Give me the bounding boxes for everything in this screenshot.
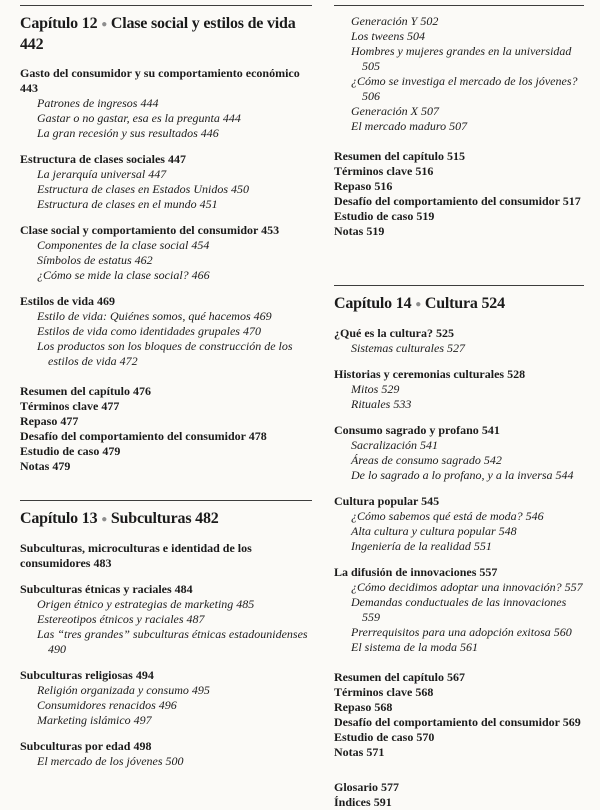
- page-number: 507: [420, 104, 439, 118]
- page-number: 557: [479, 565, 498, 579]
- page-number: 487: [186, 612, 205, 626]
- page-number: 500: [165, 754, 184, 768]
- page-number: 524: [481, 295, 505, 312]
- entry-title: Gasto del consumidor y su comportamiento económico: [20, 66, 300, 80]
- toc-subsection-entry: [334, 119, 584, 134]
- page-number: 477: [60, 414, 79, 428]
- page-number: 454: [191, 238, 210, 252]
- page-number: 469: [253, 309, 272, 323]
- toc-section-entry: [334, 367, 584, 382]
- toc-backmatter-entry: [20, 414, 312, 429]
- toc-section-entry: [334, 423, 584, 438]
- toc-backmatter-entry: [334, 670, 584, 685]
- page-number: 541: [481, 423, 500, 437]
- entry-title: Generación X: [351, 104, 418, 118]
- toc-subsection-entry: [334, 625, 584, 640]
- page-number: 568: [374, 700, 393, 714]
- entry-title: Desafío del comportamiento del consumidor: [334, 194, 560, 208]
- entry-title: Resumen del capítulo: [334, 670, 445, 684]
- page-number: 470: [242, 324, 261, 338]
- toc-subsection-entry: [20, 167, 312, 182]
- entry-title: Repaso: [334, 700, 372, 714]
- toc-backmatter-entry: [20, 384, 312, 399]
- entry-title: De lo sagrado a lo profano, y a la inversa: [351, 468, 553, 482]
- toc-subsection-entry: [334, 640, 584, 655]
- entry-title: Marketing islámico: [37, 713, 131, 727]
- page-number: 569: [562, 715, 581, 729]
- chapter-heading: [334, 294, 584, 315]
- entry-title: Cultura popular: [334, 494, 419, 508]
- entry-title: ¿Cómo decidimos adoptar una innovación?: [351, 580, 562, 594]
- toc-subsection-entry: [334, 74, 584, 104]
- page-number: 477: [101, 399, 120, 413]
- page-number: 498: [133, 739, 152, 753]
- toc-subsection-entry: [20, 96, 312, 111]
- chapter-title: Cultura: [424, 295, 478, 312]
- page-number: 494: [135, 668, 154, 682]
- entry-title: Generación Y: [351, 14, 418, 28]
- page-number: 496: [158, 698, 177, 712]
- entry-title: Estudio de caso: [334, 209, 414, 223]
- entry-title: Términos clave: [334, 164, 413, 178]
- toc-backmatter-entry: [334, 179, 584, 194]
- entry-title: La jerarquía universal: [37, 167, 146, 181]
- toc-backmatter-entry: [20, 459, 312, 474]
- entry-title: Consumidores renacidos: [37, 698, 156, 712]
- page-number: 483: [93, 556, 112, 570]
- entry-title: Origen étnico y estrategias de marketing: [37, 597, 234, 611]
- toc-subsection-entry: [20, 197, 312, 212]
- toc-subsection-entry: [334, 539, 584, 554]
- toc-section-entry: [20, 152, 312, 167]
- entry-title: Historias y ceremonias culturales: [334, 367, 505, 381]
- entry-title: Estilos de vida: [20, 294, 95, 308]
- entry-title: Estudio de caso: [334, 730, 414, 744]
- toc-subsection-entry: [20, 268, 312, 283]
- entry-title: ¿Cómo se mide la clase social?: [37, 268, 189, 282]
- page-number: 571: [366, 745, 385, 759]
- toc-section-entry: [334, 326, 584, 341]
- entry-title: Demandas conductuales de las innovaciones: [351, 595, 567, 609]
- page-number: 478: [248, 429, 267, 443]
- page-number: 490: [48, 642, 66, 656]
- entry-title: Desafío del comportamiento del consumidor: [334, 715, 560, 729]
- page-number: 479: [102, 444, 121, 458]
- chapter-label: Capítulo 12: [20, 15, 98, 32]
- toc-section-entry: [20, 668, 312, 683]
- page-number: 533: [393, 397, 412, 411]
- toc-section-entry: [20, 223, 312, 238]
- toc-subsection-entry: [20, 713, 312, 728]
- entry-title: Notas: [334, 745, 364, 759]
- page-number: 529: [381, 382, 400, 396]
- page-number: 469: [97, 294, 116, 308]
- page-number: 443: [20, 81, 38, 95]
- page-number: 546: [525, 509, 544, 523]
- page-number: 519: [416, 209, 435, 223]
- page-number: 516: [415, 164, 434, 178]
- entry-title: Subculturas, microculturas e identidad de los consumidores: [20, 541, 252, 570]
- toc-column-left: [20, 5, 312, 768]
- page-number: 444: [222, 111, 241, 125]
- vertical-gap: [334, 760, 584, 780]
- entry-title: Prerrequisitos para una adopción exitosa: [351, 625, 551, 639]
- entry-title: Los tweens: [351, 29, 405, 43]
- divider-rule: [20, 5, 312, 6]
- toc-subsection-entry: [20, 698, 312, 713]
- page-number: 442: [20, 36, 44, 53]
- page-number: 561: [460, 640, 478, 654]
- toc-subsection-entry: [334, 44, 584, 74]
- page-number: 527: [447, 341, 465, 355]
- entry-title: La gran recesión y sus resultados: [37, 126, 198, 140]
- page-number: 577: [381, 780, 399, 794]
- toc-backmatter-entry: [334, 149, 584, 164]
- toc-backmatter-entry: [334, 715, 584, 730]
- chapter-label: Capítulo 13: [20, 510, 98, 527]
- entry-title: Estructura de clases en Estados Unidos: [37, 182, 228, 196]
- vertical-gap: [334, 239, 584, 259]
- entry-title: Sistemas culturales: [351, 341, 444, 355]
- entry-title: Las “tres grandes” subculturas étnicas estadounidenses: [37, 627, 308, 641]
- toc-subsection-entry: [334, 397, 584, 412]
- entry-title: Resumen del capítulo: [20, 384, 131, 398]
- toc-backmatter-entry: [20, 429, 312, 444]
- page-number: 567: [447, 670, 466, 684]
- toc-subsection-entry: [334, 468, 584, 483]
- toc-subsection-entry: [20, 324, 312, 339]
- toc-section-entry: [20, 294, 312, 309]
- entry-title: ¿Qué es la cultura?: [334, 326, 433, 340]
- page-number: 551: [473, 539, 492, 553]
- page-number: 497: [133, 713, 152, 727]
- entry-title: Subculturas étnicas y raciales: [20, 582, 172, 596]
- entry-title: Gastar o no gastar, esa es la pregunta: [37, 111, 220, 125]
- entry-title: Consumo sagrado y profano: [334, 423, 479, 437]
- toc-section-entry: [20, 541, 312, 571]
- toc-backmatter-entry: [334, 780, 584, 795]
- page-number: 560: [553, 625, 572, 639]
- page-number: 568: [415, 685, 434, 699]
- entry-title: Resumen del capítulo: [334, 149, 445, 163]
- toc-subsection-entry: [334, 382, 584, 397]
- entry-title: Clase social y comportamiento del consumidor: [20, 223, 259, 237]
- toc-backmatter-entry: [334, 745, 584, 760]
- page-number: 541: [420, 438, 438, 452]
- toc-subsection-entry: [334, 29, 584, 44]
- entry-title: Índices: [334, 795, 371, 809]
- page-number: 516: [374, 179, 393, 193]
- entry-title: ¿Cómo se investiga el mercado de los jóvenes?: [351, 74, 578, 88]
- toc-subsection-entry: [20, 339, 312, 369]
- entry-title: Subculturas religiosas: [20, 668, 133, 682]
- toc-section-entry: [20, 66, 312, 96]
- toc-subsection-entry: [20, 597, 312, 612]
- chapter-heading: [20, 509, 312, 530]
- page-number: 559: [362, 610, 380, 624]
- page-number: 504: [407, 29, 426, 43]
- page-number: 507: [449, 119, 468, 133]
- page-number: 450: [231, 182, 249, 196]
- entry-title: Notas: [20, 459, 50, 473]
- toc-subsection-entry: [20, 111, 312, 126]
- toc-subsection-entry: [20, 182, 312, 197]
- entry-title: Sacralización: [351, 438, 417, 452]
- toc-backmatter-entry: [334, 795, 584, 810]
- entry-title: El mercado de los jóvenes: [37, 754, 163, 768]
- toc-subsection-entry: [334, 104, 584, 119]
- entry-title: Estructura de clases en el mundo: [37, 197, 197, 211]
- entry-title: Los productos son los bloques de construcción de los estilos de vida: [37, 339, 293, 368]
- page-number: 453: [261, 223, 280, 237]
- chapter-title: Subculturas: [110, 510, 192, 527]
- page-number: 515: [447, 149, 466, 163]
- toc-backmatter-entry: [20, 444, 312, 459]
- entry-title: Términos clave: [334, 685, 413, 699]
- page-number: 462: [134, 253, 153, 267]
- toc-backmatter-entry: [334, 209, 584, 224]
- entry-title: Áreas de consumo sagrado: [351, 453, 481, 467]
- entry-title: Patrones de ingresos: [37, 96, 138, 110]
- entry-title: Glosario: [334, 780, 378, 794]
- page-number: 542: [483, 453, 502, 467]
- toc-subsection-entry: [20, 238, 312, 253]
- page-number: 485: [236, 597, 255, 611]
- entry-title: La difusión de innovaciones: [334, 565, 477, 579]
- divider-rule: [334, 5, 584, 6]
- toc-section-entry: [20, 739, 312, 754]
- entry-title: Estructura de clases sociales: [20, 152, 165, 166]
- page-number: 548: [498, 524, 517, 538]
- divider-rule: [334, 285, 584, 286]
- chapter-bullet-icon: ●: [101, 19, 108, 30]
- page-number: 472: [119, 354, 138, 368]
- entry-title: Estudio de caso: [20, 444, 100, 458]
- toc-subsection-entry: [334, 509, 584, 524]
- toc-backmatter-entry: [20, 399, 312, 414]
- entry-title: Ingeniería de la realidad: [351, 539, 471, 553]
- entry-title: El sistema de la moda: [351, 640, 457, 654]
- toc-section-entry: [334, 494, 584, 509]
- page-number: 502: [420, 14, 439, 28]
- chapter-bullet-icon: ●: [415, 299, 422, 310]
- toc-subsection-entry: [334, 580, 584, 595]
- toc-subsection-entry: [334, 524, 584, 539]
- toc-subsection-entry: [334, 14, 584, 29]
- toc-subsection-entry: [20, 126, 312, 141]
- toc-backmatter-entry: [334, 700, 584, 715]
- page-number: 570: [416, 730, 435, 744]
- entry-title: Religión organizada y consumo: [37, 683, 189, 697]
- page-number: 479: [52, 459, 71, 473]
- entry-title: Subculturas por edad: [20, 739, 131, 753]
- toc-subsection-entry: [20, 612, 312, 627]
- entry-title: Hombres y mujeres grandes en la universidad: [351, 44, 572, 58]
- page-number: 505: [362, 59, 380, 73]
- entry-title: Mitos: [351, 382, 379, 396]
- page-number: 557: [564, 580, 583, 594]
- toc-subsection-entry: [334, 453, 584, 468]
- entry-title: Desafío del comportamiento del consumidor: [20, 429, 246, 443]
- entry-title: Estilos de vida como identidades grupales: [37, 324, 240, 338]
- toc-backmatter-entry: [334, 730, 584, 745]
- toc-backmatter-entry: [334, 685, 584, 700]
- entry-title: Términos clave: [20, 399, 99, 413]
- toc-subsection-entry: [20, 253, 312, 268]
- entry-title: Repaso: [20, 414, 58, 428]
- page-number: 451: [199, 197, 218, 211]
- page-number: 544: [555, 468, 574, 482]
- chapter-label: Capítulo 14: [334, 295, 412, 312]
- divider-rule: [20, 500, 312, 501]
- page-number: 506: [362, 89, 380, 103]
- toc-subsection-entry: [334, 341, 584, 356]
- toc-section-entry: [334, 565, 584, 580]
- page-number: 519: [366, 224, 385, 238]
- entry-title: Estereotipos étnicos y raciales: [37, 612, 184, 626]
- page-number: 447: [148, 167, 167, 181]
- entry-title: Notas: [334, 224, 364, 238]
- toc-subsection-entry: [20, 754, 312, 769]
- toc-column-right: [334, 5, 584, 809]
- page-number: 591: [373, 795, 392, 809]
- toc-backmatter-entry: [334, 164, 584, 179]
- entry-title: Repaso: [334, 179, 372, 193]
- entry-title: Símbolos de estatus: [37, 253, 132, 267]
- chapter-bullet-icon: ●: [101, 514, 108, 525]
- page-number: 528: [507, 367, 526, 381]
- page-number: 545: [421, 494, 440, 508]
- page-number: 446: [200, 126, 219, 140]
- entry-title: ¿Cómo sabemos qué está de moda?: [351, 509, 523, 523]
- page-number: 466: [191, 268, 210, 282]
- chapter-heading: [20, 14, 312, 55]
- toc-subsection-entry: [20, 309, 312, 324]
- page-number: 444: [140, 96, 159, 110]
- chapter-title: Clase social y estilos de vida: [110, 15, 296, 32]
- toc-subsection-entry: [20, 627, 312, 657]
- entry-title: Rituales: [351, 397, 391, 411]
- entry-title: Alta cultura y cultura popular: [351, 524, 496, 538]
- page-number: 525: [436, 326, 454, 340]
- toc-section-entry: [20, 582, 312, 597]
- toc-subsection-entry: [334, 438, 584, 453]
- page-number: 484: [174, 582, 193, 596]
- page-number: 447: [167, 152, 186, 166]
- toc-subsection-entry: [20, 683, 312, 698]
- toc-backmatter-entry: [334, 224, 584, 239]
- page-number: 517: [562, 194, 581, 208]
- page-number: 482: [195, 510, 219, 527]
- toc-backmatter-entry: [334, 194, 584, 209]
- entry-title: El mercado maduro: [351, 119, 447, 133]
- entry-title: Estilo de vida: Quiénes somos, qué hacemos: [37, 309, 251, 323]
- entry-title: Componentes de la clase social: [37, 238, 189, 252]
- page-number: 476: [133, 384, 152, 398]
- page-number: 495: [191, 683, 210, 697]
- toc-subsection-entry: [334, 595, 584, 625]
